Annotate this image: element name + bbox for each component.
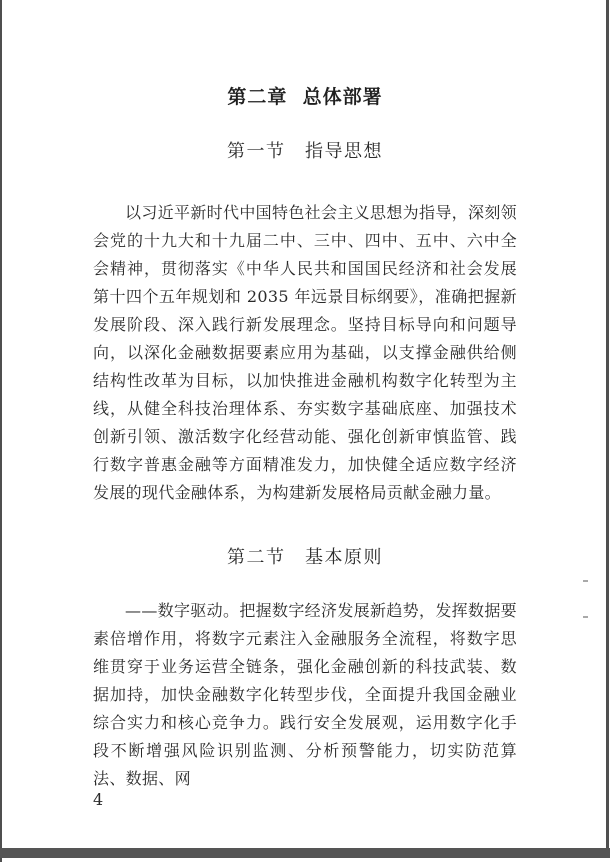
paragraph-digital-drive: ——数字驱动。把握数字经济发展新趋势，发挥数据要素倍增作用，将数字元素注入金融服务全流程，将数字思维贯穿于业务运营全链条，强化金融创新的科技武装、数据加持，加快金融数字化转型步伐，全面提升我国金融业综合实力和核心竞争力。践行安全发展观，运用数字化手段不断增强风险识别监测、分析预警能力，切实防范算法、数据、网: [93, 601, 517, 788]
scan-artifact: [583, 616, 588, 618]
page-number: 4: [93, 790, 104, 809]
section-heading-basic-principles: 第二节 基本原则: [227, 547, 383, 568]
page-right-edge: [606, 0, 609, 848]
chapter-heading: 第二章 总体部署: [227, 86, 383, 108]
paragraph-guiding-ideology: 以习近平新时代中国特色社会主义思想为指导，深刻领会党的十九大和十九届二中、三中、四中、五中、六中全会精神，贯彻落实《中华人民共和国国民经济和社会发展第十四个五年规划和 2035 年远景目标纲要》，准确把握新发展阶段、深入践行新发展理念。坚持目标导向和问题导向，以深化金融数据要素应用为基础，以支撑金融供给侧结构性改革为目标，以加快推进金融机构数字化转型为主线，从健全科技治理体系、夯实数字基础底座、加强技术创新引领、激活数字化经营动能、强化创新审慎监管、践行数字普惠金融等方面精准发力，加快健全适应数字经济发展的现代金融体系，为构建新发展格局贡献金融力量。: [93, 203, 517, 502]
section-heading-guiding-ideology: 第一节 指导思想: [227, 141, 383, 162]
scan-artifact: [583, 580, 588, 582]
page-bottom-edge: [0, 848, 610, 858]
page-left-edge: [0, 0, 2, 862]
